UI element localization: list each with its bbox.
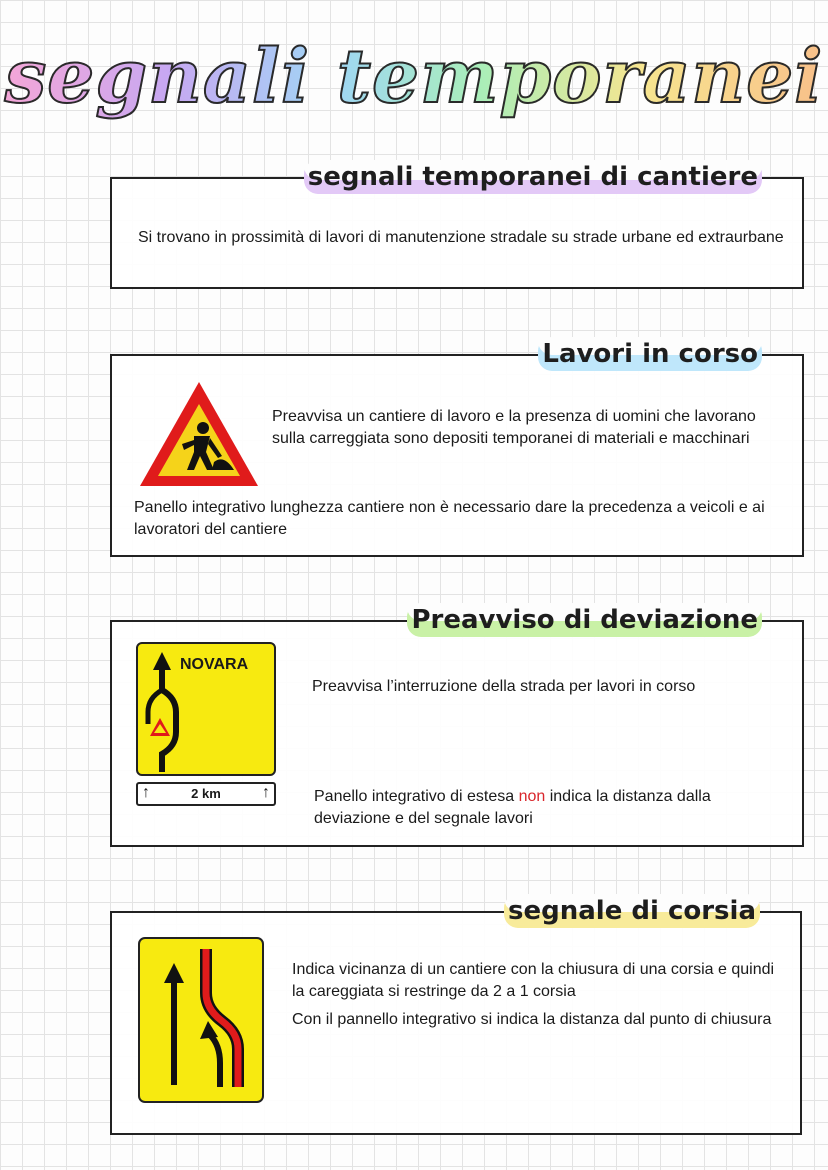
panel-arrow-right-icon: ↑: [262, 784, 270, 801]
panel-note-emphasis: non: [518, 788, 546, 805]
section-title-lavori: Lavori in corso: [538, 337, 762, 371]
section-deviazione: [110, 605, 804, 847]
section-corsia: [110, 896, 802, 1135]
road-works-sign-icon: [136, 378, 262, 490]
section-title-deviazione: Preavviso di deviazione: [407, 603, 762, 637]
detour-sign-city: NOVARA: [180, 656, 249, 673]
deviazione-description: Preavvisa l’interruzione della strada per lavori in corso: [312, 678, 696, 695]
section-cantiere: [110, 162, 804, 289]
section-title-cantiere: segnali temporanei di cantiere: [304, 160, 762, 194]
lavori-description: Preavvisa un cantiere di lavoro e la presenza di uomini che lavorano sulla carreggiata sono depositi temporanei di materiali e macchinari: [272, 408, 756, 447]
cantiere-description: Si trovano in prossimità di lavori di manutenzione stradale su strade urbane ed extraurbane: [138, 229, 784, 246]
panel-arrow-left-icon: ↑: [142, 784, 150, 801]
page-title: segnali temporanei: [4, 34, 824, 120]
section-title-corsia: segnale di corsia: [504, 894, 760, 928]
corsia-description: Indica vicinanza di un cantiere con la chiusura di una corsia e quindi la careggiata si restringe da 2 a 1 corsia: [292, 961, 775, 1000]
panel-note-part-1: Panello integrativo di estesa: [314, 788, 519, 805]
detour-sign-icon: [136, 642, 278, 808]
detour-distance: 2 km: [191, 786, 221, 801]
panel-note-part-2: indica la distanza dalla deviazione e del segnale lavori: [314, 788, 711, 827]
detour-distance-panel: [136, 782, 276, 806]
section-lavori: [110, 339, 804, 557]
corsia-panel-note: Con il pannello integrativo si indica la distanza dal punto di chiusura: [292, 1011, 772, 1028]
deviazione-panel-note: [314, 786, 784, 830]
lavori-panel-note: Panello integrativo lunghezza cantiere non è necessario dare la precedenza a veicoli e ai lavoratori del cantiere: [134, 499, 765, 538]
detour-arrow-icon: [136, 642, 276, 776]
lane-closure-sign-icon: [138, 937, 264, 1103]
